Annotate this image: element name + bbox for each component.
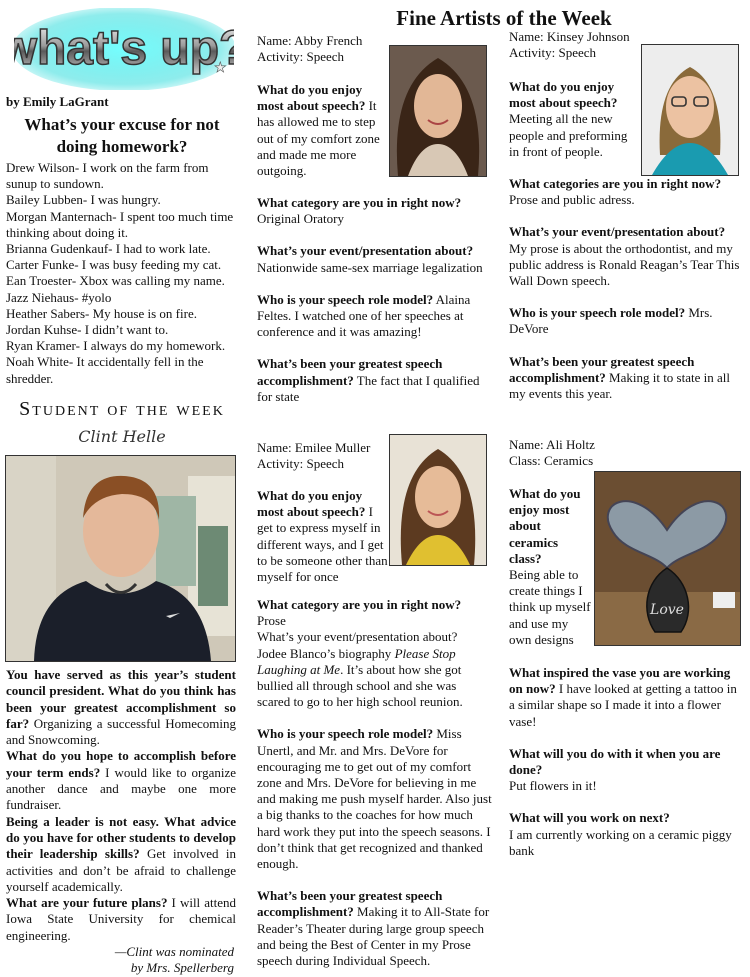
kinsey-qa-rest bbox=[509, 176, 741, 402]
qa-item bbox=[6, 895, 236, 944]
abby-header bbox=[257, 33, 387, 65]
question: Being a leader is not easy. What advice do you have for other students to develop their leadership skills? bbox=[6, 813, 236, 862]
answer: Miss Unertl, and Mr. and Mrs. DeVore for encouraging me to get out of my comfort zone and Mrs. DeVore for believing in me and making me push myself harder. Also just a big thanks to the coaches for how much hard work they put into the speech seasons. I don’t think that get recognized and thanked enough. bbox=[257, 726, 492, 872]
qa-item bbox=[6, 748, 236, 813]
kinsey-header bbox=[509, 29, 749, 61]
question: What categories are you in right now? bbox=[509, 176, 722, 191]
excuse-item: Ean Troester- Xbox was calling my name. bbox=[6, 273, 225, 289]
kinsey-photo bbox=[641, 44, 739, 176]
answer: Put flowers in it! bbox=[509, 778, 597, 794]
ali-q1 bbox=[509, 486, 593, 648]
question: What do you enjoy most about ceramics class? bbox=[509, 486, 581, 566]
ali-header bbox=[509, 437, 741, 469]
question: What’s your event/presentation about? bbox=[509, 224, 726, 240]
answer: Nationwide same-sex marriage legalization bbox=[257, 259, 483, 275]
answer: Original Oratory bbox=[257, 211, 345, 227]
answer: I will attend Iowa State University for chemical engineering. bbox=[6, 895, 237, 943]
emilee-q1 bbox=[257, 488, 389, 585]
question: Who is your speech role model? bbox=[257, 291, 434, 307]
question: Who is your speech role model? bbox=[509, 305, 686, 321]
question: What will you work on next? bbox=[509, 810, 670, 826]
question: What’s been your greatest speech accomplishment? bbox=[257, 356, 443, 388]
answer: Being able to create things I think up myself and use my own designs bbox=[509, 567, 591, 647]
question: What will you do with it when you are done? bbox=[509, 745, 721, 778]
question: What do you enjoy most about speech? bbox=[509, 79, 618, 111]
artist-name: Name: Kinsey Johnson bbox=[509, 29, 630, 44]
artist-name: Name: Ali Holtz bbox=[509, 437, 595, 452]
whats-up-logo bbox=[14, 8, 234, 90]
answer: I have looked at getting a tattoo in a similar shape so I made it into a flower vase! bbox=[509, 681, 737, 729]
artist-class: Class: Ceramics bbox=[509, 453, 594, 469]
excuse-item: Heather Sabers- My house is on fire. bbox=[6, 305, 197, 321]
answer: The fact that I qualified for state bbox=[257, 372, 480, 404]
question: Who is your speech role model? bbox=[257, 726, 434, 742]
homework-excuses-section bbox=[6, 94, 238, 387]
svg-text:★: ★ bbox=[214, 61, 227, 76]
kinsey-q1 bbox=[509, 79, 637, 160]
question: What category are you in right now? bbox=[257, 195, 462, 210]
question: What’s been your greatest speech accomplishment? bbox=[509, 353, 695, 385]
excuse-item: Carter Funke- I was busy feeding my cat. bbox=[6, 257, 222, 273]
question: What’s your event/presentation about? bbox=[257, 629, 458, 645]
byline: by Emily LaGrant bbox=[6, 94, 109, 109]
question: What’s your event/presentation about? bbox=[257, 243, 474, 259]
artist-activity: Activity: Speech bbox=[257, 49, 345, 65]
fine-artists-title: Fine Artists of the Week bbox=[396, 6, 612, 30]
answer: Prose bbox=[257, 613, 286, 629]
artist-name: Name: Emilee Muller bbox=[257, 440, 371, 455]
answer: . It’s about how she got bullied all through school and she was scared to go to her high school reunion. bbox=[257, 661, 463, 710]
answer: Making it to All-State for Reader’s Theater during large group speech and being the Best of Center in my Prose speech during Individual Speech. bbox=[257, 904, 490, 969]
answer: Mrs. DeVore bbox=[509, 305, 713, 337]
nomination-line: by Mrs. Spellerberg bbox=[130, 960, 234, 975]
answer: Prose and public adress. bbox=[509, 192, 635, 208]
student-name: Clint Helle bbox=[78, 427, 166, 446]
excuse-item: Ryan Kramer- I always do my homework. bbox=[6, 338, 226, 354]
answer: I get to express myself in different ways, and I get to be someone other than myself for once bbox=[257, 504, 388, 585]
answer: Organizing a successful Homecoming and Snowcoming. bbox=[6, 715, 236, 748]
excuse-item: Morgan Manternach- I spent too much time thinking about doing it. bbox=[6, 208, 234, 240]
ceramic-vase-photo bbox=[594, 471, 741, 646]
answer: I am currently working on a ceramic piggy bank bbox=[509, 826, 732, 858]
student-interview bbox=[6, 667, 236, 944]
question: You have served as this year’s student council president. What do you think has been your greatest accomplishment so far? bbox=[6, 667, 236, 731]
qa-item bbox=[6, 814, 236, 895]
answer: Get involved in activities and don’t be afraid to challenge yourself academically. bbox=[6, 846, 236, 894]
student-of-week-title: Student of the week bbox=[19, 398, 225, 420]
student-photo bbox=[5, 455, 236, 662]
answer: I would like to organize another dance and maybe one more fundraiser. bbox=[6, 764, 236, 813]
question: What do you enjoy most about speech? bbox=[257, 488, 366, 520]
excuse-item: Brianna Gudenkauf- I had to work late. bbox=[6, 241, 211, 257]
emilee-header bbox=[257, 440, 387, 472]
question: What category are you in right now? bbox=[257, 597, 462, 612]
emilee-photo bbox=[389, 434, 487, 566]
qa-item bbox=[6, 667, 236, 748]
excuses-heading: What’s your excuse for not doing homework? bbox=[24, 115, 220, 156]
nomination-line: —Clint was nominated bbox=[114, 944, 234, 959]
excuse-item: Bailey Lubben- I was hungry. bbox=[6, 192, 161, 208]
question: What inspired the vase you are working on now? bbox=[509, 665, 731, 697]
artist-name: Name: Abby French bbox=[257, 33, 363, 48]
answer: Meeting all the new people and preforming in front of people. bbox=[509, 111, 628, 159]
artist-activity: Activity: Speech bbox=[509, 45, 597, 61]
excuse-item: Jordan Kuhse- I didn’t want to. bbox=[6, 322, 169, 338]
excuse-item: Drew Wilson- I work on the farm from sunup to sundown. bbox=[6, 160, 209, 192]
answer: My prose is about the orthodontist, and my public address is Ronald Reagan’s Tear This Wall Down speech. bbox=[509, 240, 740, 289]
question: What are your future plans? bbox=[6, 895, 168, 911]
abby-qa-rest bbox=[257, 195, 492, 405]
answer: It has allowed me to step out of my comfort zone and made me more outgoing. bbox=[257, 98, 380, 179]
vase-lettering: Love bbox=[650, 602, 684, 618]
student-of-week-header bbox=[6, 398, 238, 446]
question: What’s been your greatest speech accomplishment? bbox=[257, 888, 443, 920]
ali-qa-rest bbox=[509, 665, 741, 859]
nomination-credit bbox=[34, 944, 234, 976]
excuse-item: Jazz Niehaus- #yolo bbox=[6, 289, 112, 305]
answer: Alaina Feltes. I watched one of her speeches at conference and it was amazing! bbox=[257, 291, 471, 340]
answer: Making it to state in all my events this year. bbox=[509, 369, 730, 402]
svg-text:what's up?: what's up bbox=[14, 22, 220, 75]
artist-activity: Activity: Speech bbox=[257, 456, 345, 472]
excuses-list bbox=[6, 160, 238, 387]
excuse-item: Noah White- It accidentally fell in the shredder. bbox=[6, 354, 204, 386]
abby-q1 bbox=[257, 82, 388, 179]
question: What do you enjoy most about speech? bbox=[257, 82, 366, 114]
abby-photo bbox=[389, 45, 487, 177]
emilee-qa-rest bbox=[257, 597, 492, 969]
book-title: Please Stop Laughing at Me bbox=[257, 645, 456, 677]
answer: Jodee Blanco’s biography bbox=[257, 645, 395, 661]
question: What do you hope to accomplish before your term ends? bbox=[6, 748, 236, 780]
